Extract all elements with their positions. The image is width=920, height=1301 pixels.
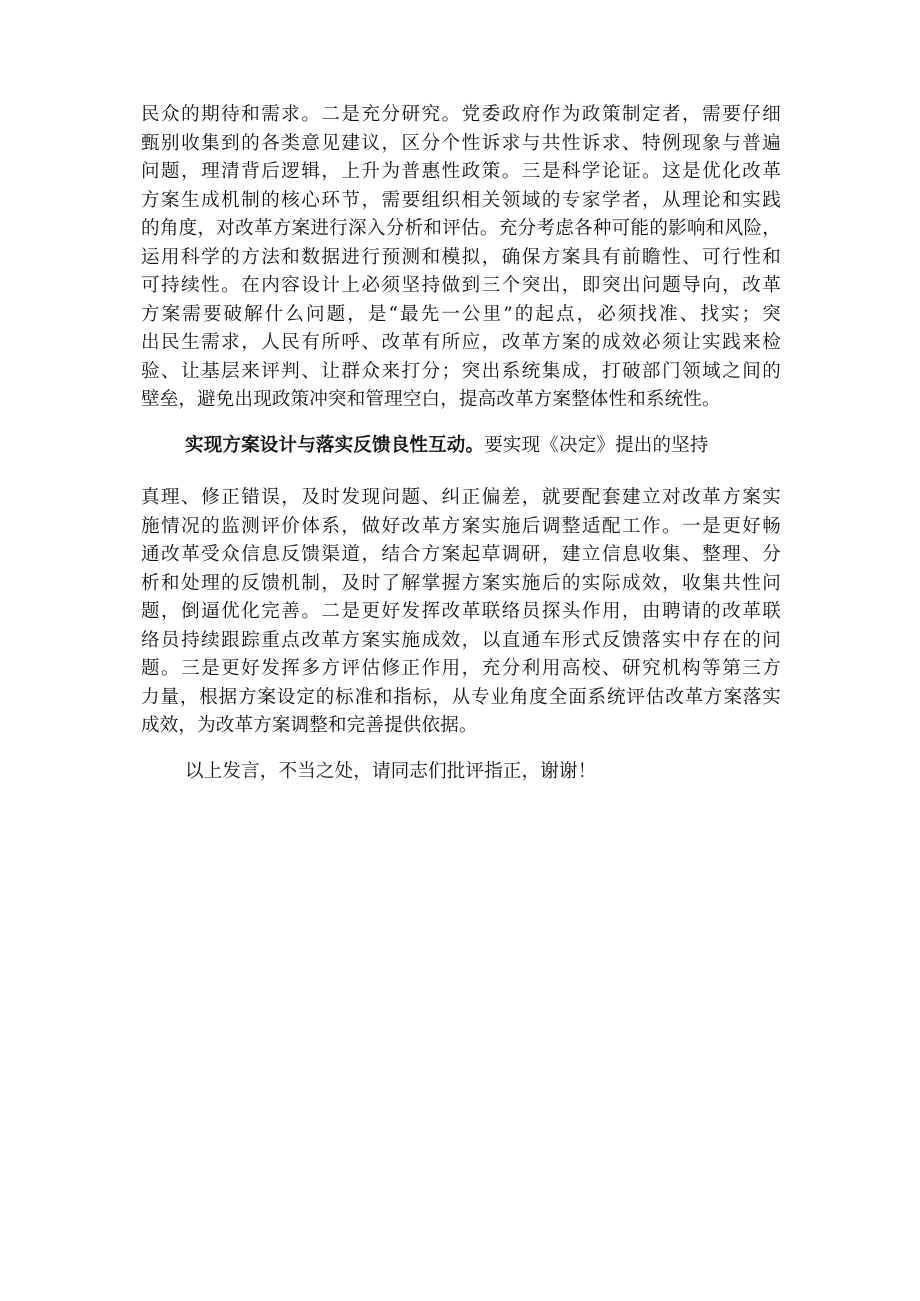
section-heading-line — [185, 432, 781, 461]
section-heading-rest: 要实现《决定》提出的坚持 — [484, 435, 709, 456]
paragraph-line: 题。三是更好发挥多方评估修正作用，充分利用高校、研究机构等第三方 — [141, 658, 781, 679]
paragraph-line: 民众的期待和需求。二是充分研究。党委政府作为政策制定者，需要仔细 — [141, 104, 781, 125]
section-heading — [185, 432, 781, 461]
closing-remarks — [185, 758, 781, 787]
paragraph-line: 方案生成机制的核心环节，需要组织相关领域的专家学者，从理论和实践 — [141, 189, 781, 211]
paragraph-line: 甄别收集到的各类意见建议，区分个性诉求与共性诉求、特例现象与普遍 — [141, 132, 781, 154]
paragraph-line: 壁垒，避免出现政策冲突和管理空白，提高改革方案整体性和系统性。 — [141, 389, 721, 410]
paragraph-line: 问题，理清背后逻辑，上升为普惠性政策。三是科学论证。这是优化改革 — [141, 161, 781, 182]
paragraph-line: 可持续性。在内容设计上必须坚持做到三个突出，即突出问题导向，改革 — [141, 275, 781, 296]
paragraph-line: 出民生需求，人民有所呼、改革有所应，改革方案的成效必须让实践来检 — [141, 332, 781, 353]
paragraph-line: 运用科学的方法和数据进行预测和模拟，确保方案具有前瞻性、可行性和 — [141, 246, 781, 268]
paragraph-line: 络员持续跟踪重点改革方案实施成效，以直通车形式反馈落实中存在的问 — [141, 629, 781, 651]
paragraph-line: 析和处理的反馈机制，及时了解掌握方案实施后的实际成效，收集共性问 — [141, 572, 781, 594]
paragraph-line: 题，倒逼优化完善。二是更好发挥改革联络员探头作用，由聘请的改革联 — [141, 601, 781, 622]
paragraph-line: 通改革受众信息反馈渠道，结合方案起草调研，建立信息收集、整理、分 — [141, 544, 781, 565]
section-heading-bold: 实现方案设计与落实反馈良性互动。 — [185, 435, 485, 456]
paragraph-line: 的角度，对改革方案进行深入分析和评估。充分考虑各种可能的影响和风险， — [141, 218, 781, 239]
paragraph-line: 验、让基层来评判、让群众来打分；突出系统集成，打破部门领域之间的 — [141, 360, 781, 382]
paragraph-feedback-interaction — [141, 484, 781, 741]
paragraph-line: 真理、修正错误，及时发现问题、纠正偏差，就要配套建立对改革方案实 — [141, 487, 781, 508]
paragraph-line: 施情况的监测评价体系，做好改革方案实施后调整适配工作。一是更好畅 — [141, 515, 781, 537]
paragraph-line: 成效，为改革方案调整和完善提供依据。 — [141, 715, 478, 736]
paragraph-line: 方案需要破解什么问题，是“最先一公里”的起点，必须找准、找实；突 — [141, 303, 781, 325]
paragraph-line: 力量，根据方案设定的标准和指标，从专业角度全面系统评估改革方案落实 — [141, 686, 781, 708]
closing-line: 以上发言，不当之处，请同志们批评指正，谢谢！ — [185, 761, 597, 782]
paragraph-reform-plan-generation — [141, 101, 781, 415]
